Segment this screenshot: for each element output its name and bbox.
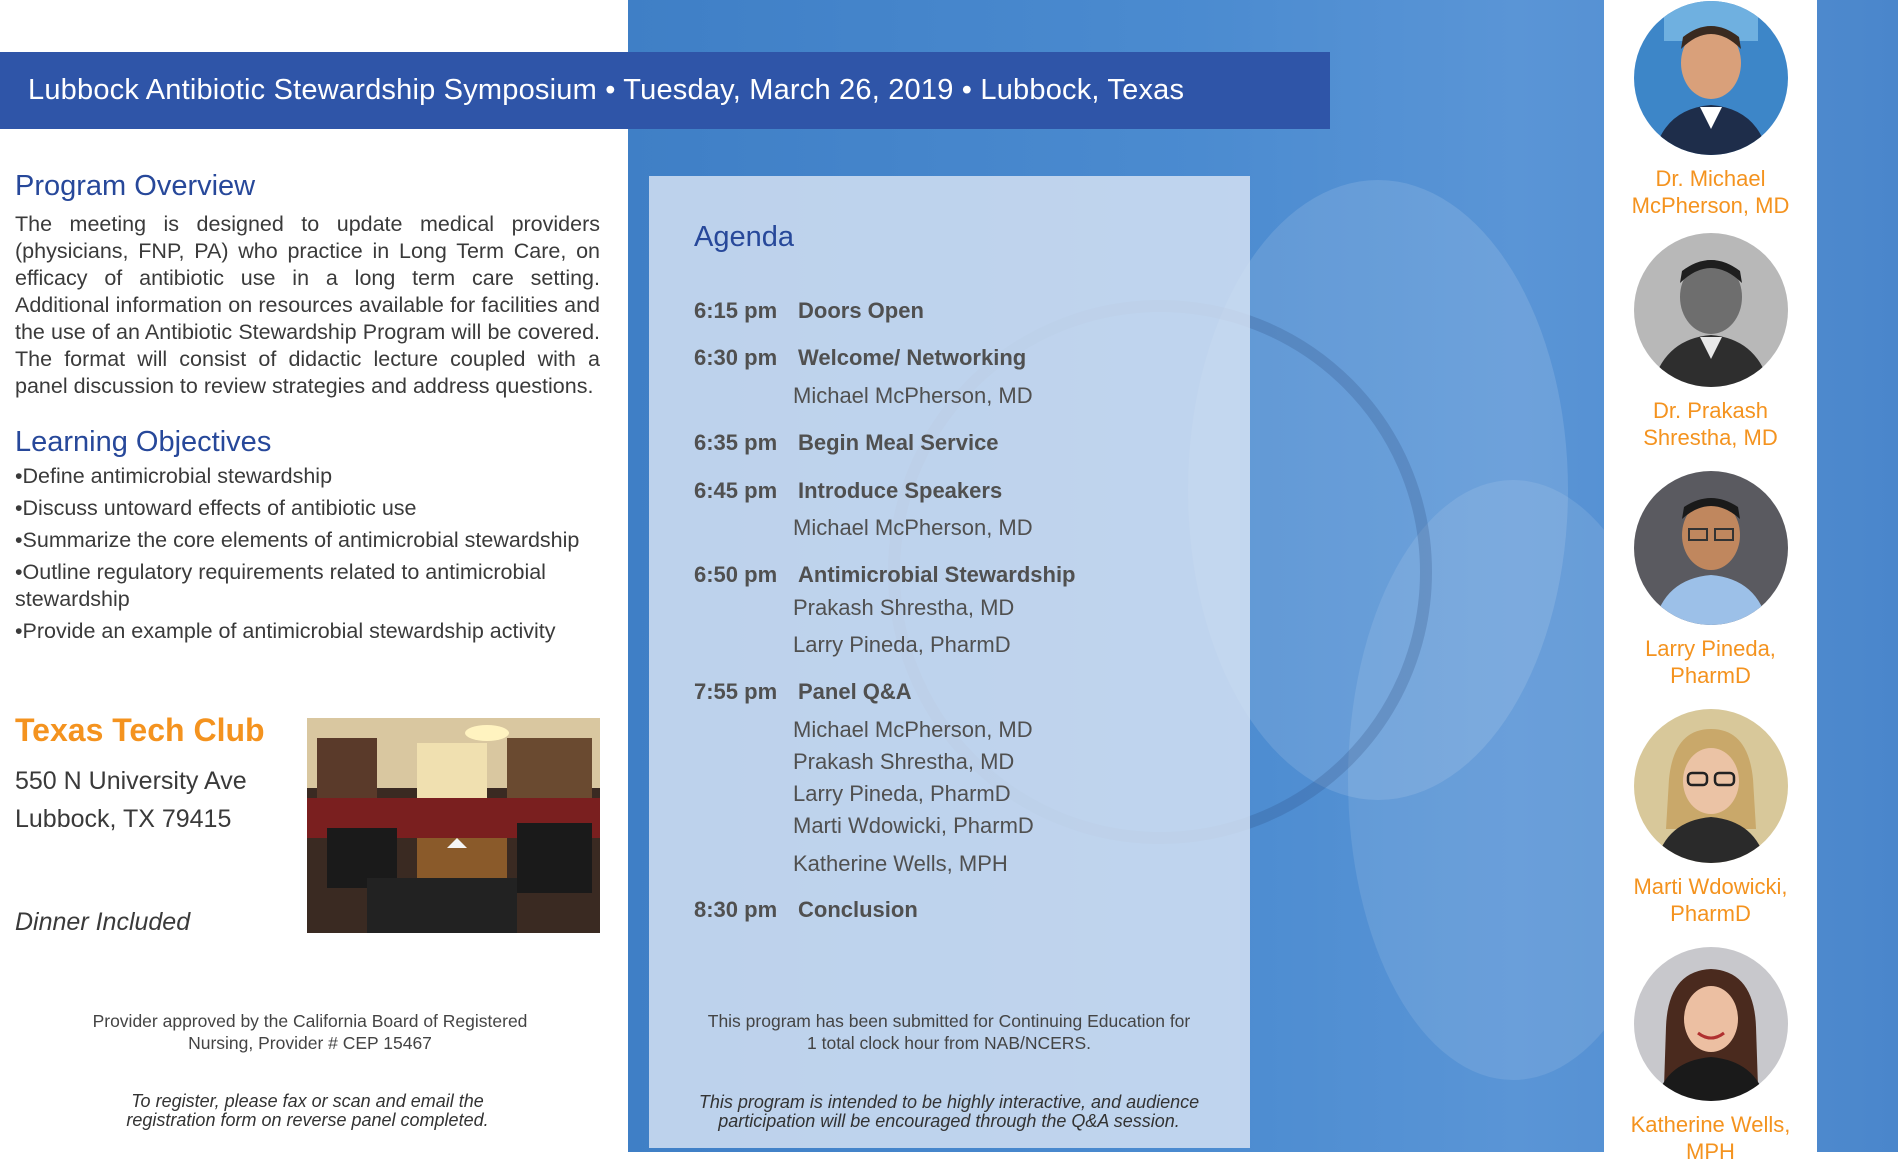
speaker-avatar <box>1634 947 1788 1101</box>
agenda-item <box>694 897 918 923</box>
agenda-item <box>694 345 1033 408</box>
venue-name: Texas Tech Club <box>15 712 265 748</box>
objective-item: •Define antimicrobial stewardship <box>15 464 333 488</box>
objectives-title: Learning Objectives <box>15 426 272 458</box>
speaker-name: Katherine Wells, MPH <box>1630 1112 1791 1164</box>
agenda-person: Larry Pineda, PharmD <box>793 632 1011 657</box>
overview-title: Program Overview <box>15 170 256 202</box>
agenda-person: Michael McPherson, MD <box>793 717 1033 742</box>
objective-item: •Outline regulatory requirements related to antimicrobial stewardship <box>15 560 546 611</box>
agenda-person: Larry Pineda, PharmD <box>793 781 1011 806</box>
agenda-time: 6:35 pm <box>694 430 778 455</box>
objectives-list <box>15 463 600 645</box>
speaker-avatar <box>1634 1 1788 155</box>
agenda-title: Agenda <box>694 221 794 253</box>
speaker-card <box>1604 471 1817 689</box>
register-note: To register, please fax or scan and email the registration form on reverse panel completed. <box>126 1091 489 1130</box>
agenda-time: 7:55 pm <box>694 679 778 704</box>
agenda-event: Panel Q&A <box>798 679 912 704</box>
speaker-name: Larry Pineda, PharmD <box>1645 636 1776 688</box>
speaker-name: Dr. Michael McPherson, MD <box>1631 166 1790 218</box>
provider-note: Provider approved by the California Board of Registered Nursing, Provider # CEP 15467 <box>92 1011 528 1053</box>
ce-note: This program has been submitted for Continuing Education for 1 total clock hour from NAB/NCERS. <box>707 1011 1191 1053</box>
speaker-card <box>1604 233 1817 451</box>
speaker-name: Dr. Prakash Shrestha, MD <box>1643 398 1778 450</box>
agenda-person: Prakash Shrestha, MD <box>793 749 1015 774</box>
event-banner <box>0 52 1330 129</box>
dinner-note: Dinner Included <box>15 908 191 936</box>
interactive-note: This program is intended to be highly interactive, and audience participation will be encouraged through the Q&A session. <box>698 1092 1200 1131</box>
agenda-item <box>694 562 1076 657</box>
objective-item: •Discuss untoward effects of antibiotic use <box>15 496 417 520</box>
speaker-card <box>1604 947 1817 1165</box>
agenda-event: Introduce Speakers <box>798 478 1003 503</box>
agenda-time: 6:50 pm <box>694 562 778 587</box>
speaker-avatar <box>1634 471 1788 625</box>
agenda-event: Welcome/ Networking <box>798 345 1027 370</box>
venue-address <box>15 762 247 838</box>
agenda-time: 6:15 pm <box>694 298 778 323</box>
agenda-time: 6:45 pm <box>694 478 778 503</box>
speaker-avatar <box>1634 233 1788 387</box>
agenda-event: Conclusion <box>798 897 918 922</box>
overview-body: The meeting is designed to update medical providers (physicians, FNP, PA) who practice in Long Term Care, on efficacy of antibiotic use in a long term care setting. Additional information on resources available for facilities and the use of an Antibiotic Stewardship Program will be covered. The format will consist of didactic lecture coupled with a panel discussion to review strategies and address questions. <box>15 212 600 398</box>
speakers-panel <box>1604 0 1817 1164</box>
venue-address-line2: Lubbock, TX 79415 <box>15 805 232 833</box>
venue-address-line1: 550 N University Ave <box>15 767 247 795</box>
agenda-time: 8:30 pm <box>694 897 778 922</box>
agenda-person: Prakash Shrestha, MD <box>793 595 1015 620</box>
banner-text: Lubbock Antibiotic Stewardship Symposium • Tuesday, March 26, 2019 • Lubbock, Texas <box>28 74 1185 106</box>
venue-restaurant-photo <box>307 718 600 933</box>
agenda-panel <box>649 176 1250 1148</box>
agenda-time: 6:30 pm <box>694 345 778 370</box>
speaker-name: Marti Wdowicki, PharmD <box>1633 874 1788 926</box>
objective-item: •Summarize the core elements of antimicrobial stewardship <box>15 528 580 552</box>
speaker-card <box>1604 709 1817 927</box>
agenda-item <box>694 298 924 324</box>
speaker-avatar <box>1634 709 1788 863</box>
agenda-event: Begin Meal Service <box>798 430 999 455</box>
agenda-person: Katherine Wells, MPH <box>793 851 1008 876</box>
agenda-item <box>694 478 1033 540</box>
speaker-card <box>1604 1 1817 219</box>
left-column <box>15 170 600 650</box>
agenda-event: Antimicrobial Stewardship <box>798 562 1076 587</box>
agenda-person: Marti Wdowicki, PharmD <box>793 813 1034 838</box>
agenda-item <box>694 679 1034 876</box>
agenda-person: Michael McPherson, MD <box>793 383 1033 408</box>
agenda-person: Michael McPherson, MD <box>793 515 1033 540</box>
objective-item: •Provide an example of antimicrobial stewardship activity <box>15 619 556 643</box>
agenda-event: Doors Open <box>798 298 924 323</box>
agenda-item <box>694 430 999 456</box>
